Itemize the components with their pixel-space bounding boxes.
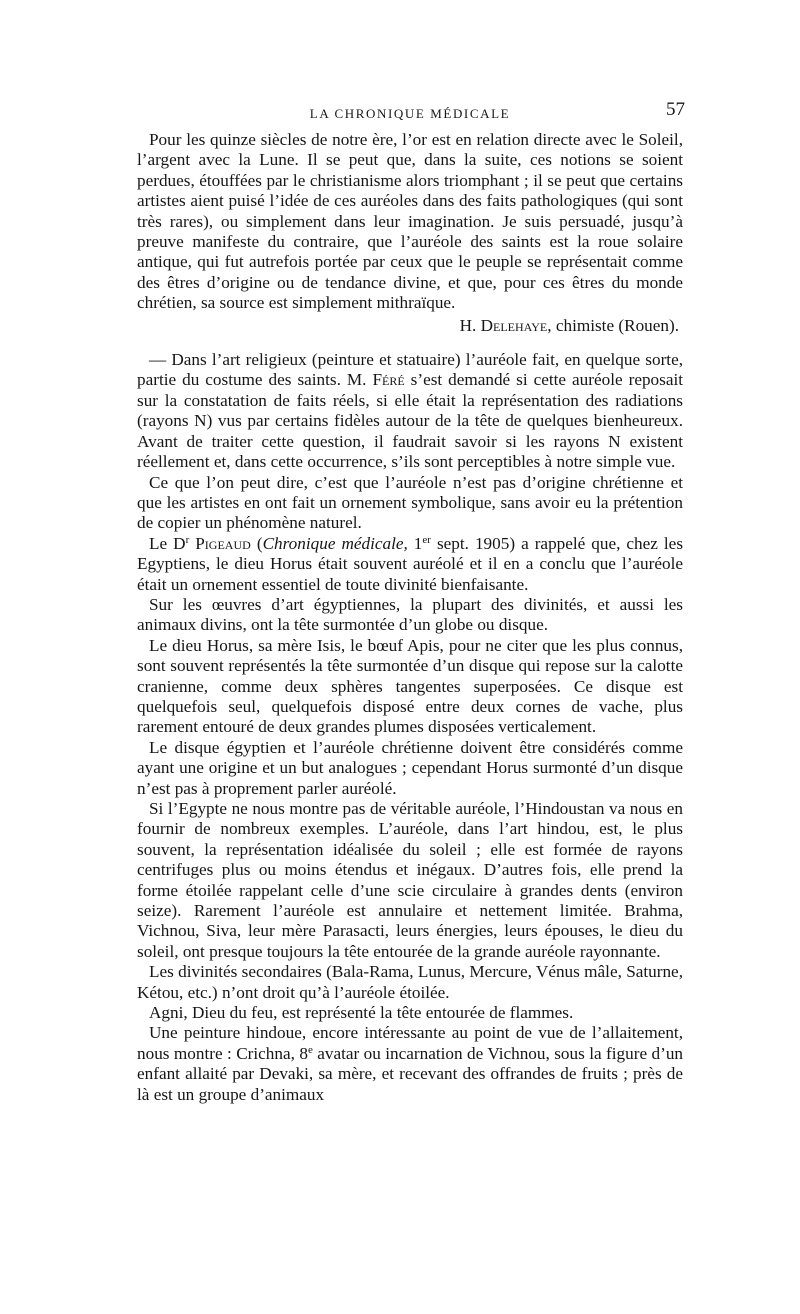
paragraph-11-text-a: Une peinture hindoue, encore intéressante au point de vue de l’allaitement, nous montre : Crichna, 8 <box>137 1023 683 1063</box>
ordinal-superscript: e <box>307 1043 313 1056</box>
running-title: LA CHRONIQUE MÉDICALE <box>309 106 511 121</box>
paragraph-4-text: sept. 1905) a rappelé que, chez les Egyptiens, le dieu Horus était souvent auréolé et il en a conclu que l’auréole était un ornement essentiel de toute divinité bienfaisante. <box>137 533 684 594</box>
doctor-superscript: r <box>185 533 190 546</box>
paragraph-9: Les divinités secondaires (Bala-Rama, Lunus, Mercure, Vénus mâle, Saturne, Kétou, etc.) n’ont droit qu’à l’auréole étoilée. <box>137 962 683 1002</box>
date-superscript: er <box>422 533 431 546</box>
paragraph-10: Agni, Dieu du feu, est représenté la tête entourée de flammes. <box>149 1003 574 1023</box>
author-name-fere: Féré <box>372 370 405 390</box>
paragraph-11-text-b: avatar ou incarnation de Vichnou, sous la figure d’un enfant allaité par Devaki, sa mère, et recevant des offrandes de fruits ; près de là est un groupe d’animaux <box>137 1043 684 1104</box>
book-page <box>137 100 683 1105</box>
signature-name: Delehaye <box>480 315 548 335</box>
paragraph-4-open-paren: ( <box>250 533 263 553</box>
journal-title: Chronique médicale, <box>262 533 408 553</box>
paragraph-5: Sur les œuvres d’art égyptiennes, la plupart des divinités, et aussi les animaux divins, ont la tête surmontée d’un globe ou disque. <box>137 594 683 635</box>
paragraph-7: Le disque égyptien et l’auréole chrétienne doivent être considérés comme ayant une origine et un but analogues ; cependant Horus surmonté d’un disque n’est pas à proprement parler auréolé. <box>137 737 683 798</box>
page-header <box>137 100 683 124</box>
paragraph-4-date: 1 <box>407 533 423 553</box>
paragraph-8: Si l’Egypte ne nous montre pas de véritable auréole, l’Hindoustan va nous en fournir de nombreux exemples. L’auréole, dans l’art hindou, est, le plus souvent, la représentation idéalisée du soleil ; elle est formée de rayons centrifuges plus ou moins étendus et inégaux. D’autres fois, elle prend la forme étoilée rappelant celle d’une scie circulaire à grandes dents (environ seize). Rarement l’auréole est annulaire et nettement limitée. Brahma, Vichnou, Siva, leur mère Parasacti, leurs énergies, leurs épouses, le dieu du soleil, ont presque toujours la tête entourée de la grande auréole rayonnante. <box>137 799 683 961</box>
paragraph-11 <box>137 1023 683 1105</box>
paragraph-4 <box>137 534 683 595</box>
paragraph-2-text-a: — Dans l’art religieux (peinture et statuaire) l’auréole fait, en quelque sorte, partie du costume des saints. M. <box>137 350 683 390</box>
paragraph-1: Pour les quinze siècles de notre ère, l’or est en relation directe avec le Soleil, l’argent avec la Lune. Il se peut que, dans la suite, ces notions se soient perdues, étouffées par le christianisme alors triomphant ; il se peut que certains artistes aient puisé l’idée de ces auréoles dans des faits pathologiques (qui sont très rares), ou simplement dans leur imagination. Je suis persuadé, jusqu’à preuve manifeste du contraire, que l’auréole des saints est la roue solaire antique, qui fut autrefois portée par ceux que le peuple se représentait comme des êtres d’origine ou de tendance divine, et que, pour ces êtres du monde chrétien, sa source est simplement mithraïque. <box>137 130 683 313</box>
paragraph-6: Le dieu Horus, sa mère Isis, le bœuf Apis, pour ne citer que les plus connus, sont souvent représentés la tête surmontée d’un disque qui repose sur la calotte cranienne, comme deux sphères tangentes superposées. Ce disque est quelquefois seul, quelquefois disposé entre deux cornes de vache, plus rarement entouré de deux grandes plumes disposées verticalement. <box>137 635 683 737</box>
signature-title: , chimiste (Rouen). <box>547 315 679 335</box>
signature-initial: H. <box>459 315 477 335</box>
signature-line <box>137 316 683 336</box>
paragraph-4-prefix: Le D <box>149 533 186 553</box>
paragraph-2 <box>137 350 683 472</box>
author-name-pigeaud: Pigeaud <box>195 533 251 553</box>
paragraph-2-text-b: s’est demandé si cette auréole reposait sur la constatation de faits réels, si elle était la représentation des radiations (rayons N) vus par certains fidèles autour de la tête de quelques bienheureux. Avant de traiter cette question, il faudrait savoir si les rayons N existent réellement et, dans cette occurrence, s’ils sont perceptibles à notre simple vue. <box>137 370 683 472</box>
paragraph-3: Ce que l’on peut dire, c’est que l’auréole n’est pas d’origine chrétienne et que les artistes en ont fait un ornement symbolique, sans avoir eu la prétention de copier un phénomène naturel. <box>137 472 683 533</box>
page-number: 57 <box>666 99 685 120</box>
